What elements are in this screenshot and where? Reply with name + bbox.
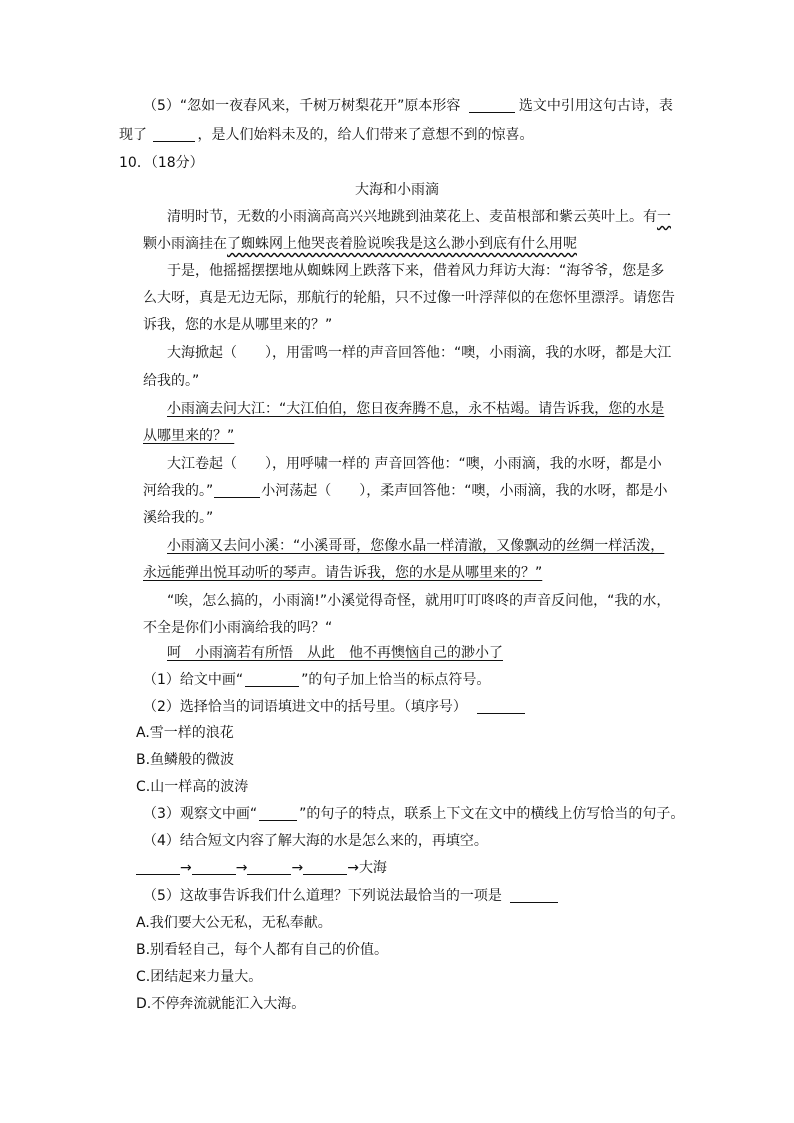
p7-line1: “唉，怎么搞的，小雨滴!”小溪觉得奇怪，就用叮叮咚咚的声音反问他，“我的水，: [167, 593, 671, 609]
q10-2: [143, 697, 525, 717]
p4-line2: 从哪里来的？”: [143, 428, 235, 444]
q10-3: [143, 804, 684, 824]
p6-line2: 永远能弹出悦耳动听的琴声。请告诉我，您的水是从哪里来的？”: [143, 565, 543, 581]
p5-line2-text-a: 河给我的。”: [143, 483, 214, 499]
p5-line3: 溪给我的。”: [143, 510, 214, 526]
chain-arrow-icon: →: [291, 860, 304, 876]
option-c: C.山一样高的波涛: [136, 779, 249, 795]
p2-line2: 么大呀，真是无边无际，那航行的轮船，只不过像一叶浮萍似的在您怀里漂浮。请您告: [143, 290, 675, 306]
chain-arrow-icon: →: [347, 860, 359, 876]
q10-5-answer-blank[interactable]: [510, 888, 558, 903]
q9-5-text-a: （5）“忽如一夜春风来，千树万树梨花开”原本形容: [143, 98, 461, 114]
q10-1: [143, 670, 490, 690]
q9-5-blank-1[interactable]: [469, 98, 515, 113]
q10-3-text-a: （3）观察文中画“: [143, 806, 258, 822]
p4-line1: 小雨滴去问大江：“大江伯伯，您日夜奔腾不息，永不枯竭。请告诉我，您的水是: [167, 401, 665, 417]
p1-line2-text: 颗小雨滴挂在: [143, 236, 227, 252]
source-chain: [136, 858, 387, 878]
chain-end: 大海: [358, 860, 387, 876]
q10-3-blank: [259, 806, 297, 821]
q5-option-d: D.不停奔流就能汇入大海。: [136, 996, 306, 1012]
p5-line1: 大江卷起（ ），用呼啸一样的 声音回答他：“噢，小雨滴，我的水呀，都是小: [167, 456, 662, 472]
q5-option-a: A.我们要大公无私，无私奉献。: [136, 915, 332, 931]
chain-arrow-icon: →: [235, 860, 248, 876]
p3-line1: 大海掀起（ ），用雷鸣一样的声音回答他：“噢，小雨滴，我的水呀，都是大江: [167, 345, 672, 361]
option-b: B.鱼鳞般的微波: [136, 752, 235, 768]
q9-5-line1: [143, 96, 673, 116]
chain-blank-1[interactable]: [136, 860, 180, 875]
q10-1-blank: [245, 672, 299, 687]
q9-5-blank-2[interactable]: [153, 127, 195, 142]
q9-5-text-d: ，是人们始料未及的，给人们带来了意想不到的惊喜。: [197, 127, 534, 143]
chain-arrow-icon: →: [180, 860, 192, 876]
q10-4: （4）结合短文内容了解大海的水是怎么来的，再填空。: [143, 833, 488, 849]
p5-line2-text-b: 小河荡起（ ），柔声回答他：“噢，小雨滴，我的水呀，都是小: [261, 483, 668, 499]
imitation-blank[interactable]: [214, 483, 260, 498]
chain-blank-2[interactable]: [192, 860, 236, 875]
p1-line1: [167, 207, 671, 227]
p5-line2: [143, 481, 668, 501]
p1-line2-wavy: 了蜘蛛网上他哭丧着脸说唉我是这么渺小到底有什么用呢: [227, 236, 577, 252]
p3-line2: 给我的。”: [143, 373, 200, 389]
q5-option-b: B.别看轻自己，每个人都有自己的价值。: [136, 942, 389, 958]
q10-number: 10．（18分）: [119, 155, 204, 171]
q10-3-text-b: ”的句子的特点，联系上下文在文中的横线上仿写恰当的句子。: [299, 806, 685, 822]
q9-5-line2: [119, 125, 533, 145]
passage-title: 大海和小雨滴: [355, 182, 439, 198]
q10-1-text-a: （1）给文中画“: [143, 672, 244, 688]
q10-5: [143, 886, 558, 906]
p2-line1: 于是，他摇摇摆摆地从蜘蛛网上跌落下来，借着风力拜访大海：“海爷爷，您是多: [167, 263, 665, 279]
p8-line: 呵 小雨滴若有所悟 从此 他不再懊恼自己的渺小了: [167, 645, 503, 661]
q10-2-text: （2）选择恰当的词语填进文中的括号里。（填序号）: [143, 699, 467, 715]
chain-blank-4[interactable]: [303, 860, 347, 875]
p6-line1: 小雨滴又去问小溪：“小溪哥哥，您像水晶一样清澈，又像飘动的丝绸一样活泼，: [167, 538, 665, 554]
p1-line1-wavy: 一: [657, 209, 671, 225]
q9-5-text-c: 现了: [119, 127, 147, 143]
q9-5-text-b: 选文中引用这句古诗，表: [518, 98, 673, 114]
q10-1-text-b: ”的句子加上恰当的标点符号。: [301, 672, 491, 688]
p7-line2: 不全是你们小雨滴给我的吗？“: [143, 620, 333, 636]
p1-line1-text: 清明时节，无数的小雨滴高高兴兴地跳到油菜花上、麦苗根部和紫云英叶上。有: [167, 209, 657, 225]
chain-blank-3[interactable]: [247, 860, 291, 875]
p1-line2: [143, 234, 577, 254]
p2-line3: 诉我，您的水是从哪里来的？”: [143, 317, 333, 333]
option-a: A.雪一样的浪花: [136, 725, 234, 741]
q10-5-text: （5）这故事告诉我们什么道理？下列说法最恰当的一项是: [143, 888, 502, 904]
q10-2-answer-blank[interactable]: [477, 699, 525, 714]
q5-option-c: C.团结起来力量大。: [136, 969, 263, 985]
